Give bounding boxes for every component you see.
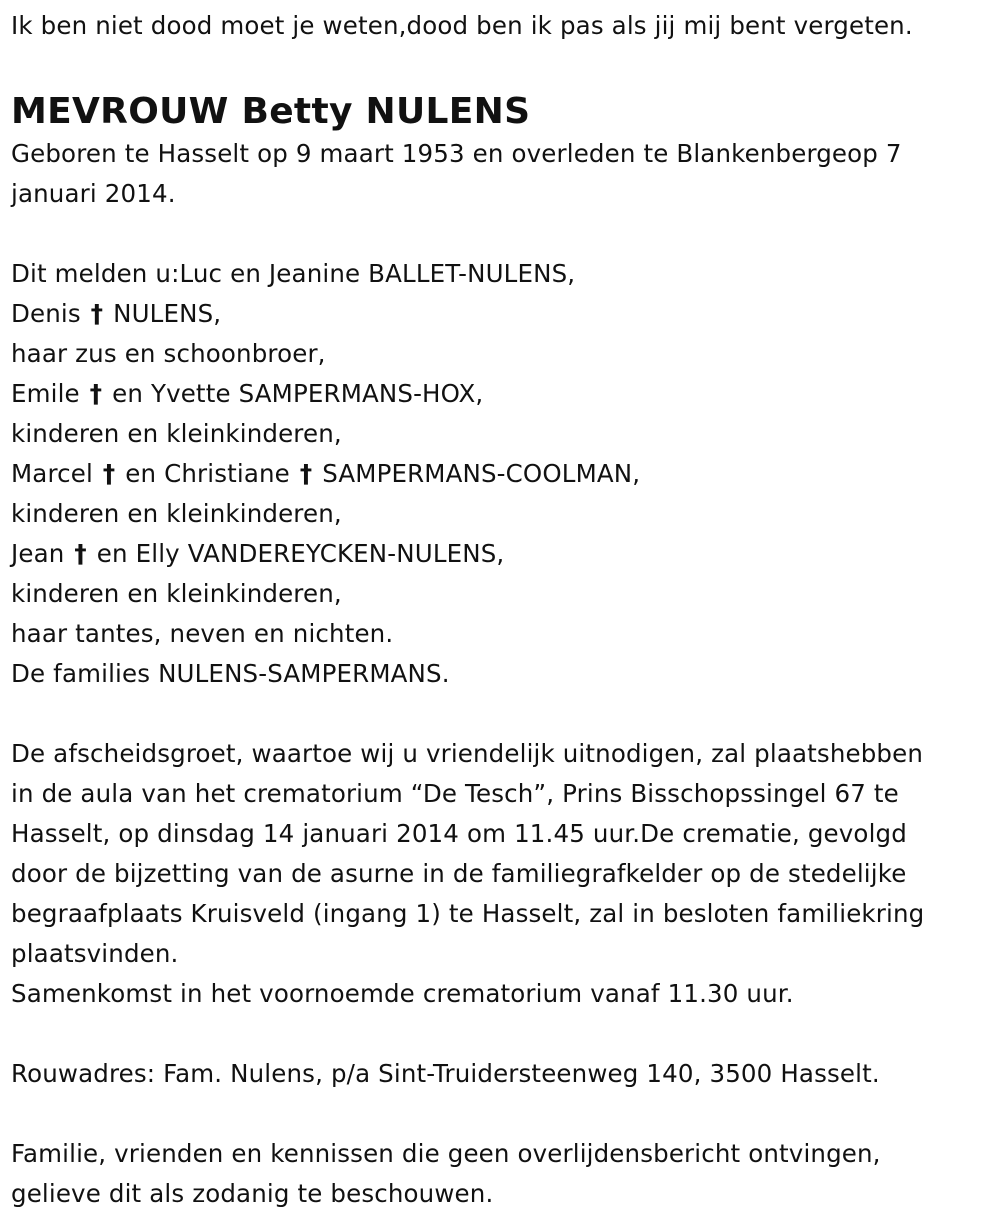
family-line: kinderen en kleinkinderen, <box>11 419 342 448</box>
ceremony-line: Hasselt, op dinsdag 14 januari 2014 om 11.45 uur.De crematie, gevolgd <box>11 819 907 848</box>
family-line: Dit melden u:Luc en Jeanine BALLET-NULENS, <box>11 259 576 288</box>
closing-line: Familie, vrienden en kennissen die geen overlijdensbericht ontvingen, <box>11 1139 881 1168</box>
spacer <box>11 1094 991 1134</box>
family-line <box>11 294 991 334</box>
family-line <box>11 374 991 414</box>
family-name-part: Jean <box>11 539 65 568</box>
spacer <box>11 214 991 254</box>
family-name-part: NULENS, <box>113 299 222 328</box>
family-line: haar zus en schoonbroer, <box>11 339 326 368</box>
cross-icon: † <box>299 459 313 488</box>
birth-line-1: Geboren te Hasselt op 9 maart 1953 en overleden te Blankenbergeop 7 <box>11 139 902 168</box>
family-name-part: en Yvette SAMPERMANS-HOX, <box>112 379 484 408</box>
family-line <box>11 534 991 574</box>
obituary-document <box>11 0 991 1214</box>
family-name-part: Marcel <box>11 459 93 488</box>
spacer <box>11 694 991 734</box>
cross-icon: † <box>102 459 116 488</box>
cross-icon: † <box>89 379 103 408</box>
family-line: kinderen en kleinkinderen, <box>11 499 342 528</box>
family-name-part: Emile <box>11 379 80 408</box>
family-line <box>11 454 991 494</box>
closing-line: gelieve dit als zodanig te beschouwen. <box>11 1179 494 1208</box>
family-line: De families NULENS-SAMPERMANS. <box>11 659 450 688</box>
motto: Ik ben niet dood moet je weten,dood ben ik pas als jij mij bent vergeten. <box>11 11 913 40</box>
family-name-part: en Christiane <box>125 459 290 488</box>
cross-icon: † <box>90 299 104 328</box>
mourning-address: Rouwadres: Fam. Nulens, p/a Sint-Truidersteenweg 140, 3500 Hasselt. <box>11 1059 880 1088</box>
spacer <box>11 1014 991 1054</box>
ceremony-line: De afscheidsgroet, waartoe wij u vriendelijk uitnodigen, zal plaatshebben <box>11 739 924 768</box>
family-name-part: SAMPERMANS-COOLMAN, <box>322 459 641 488</box>
ceremony-line: plaatsvinden. <box>11 939 179 968</box>
ceremony-line: in de aula van het crematorium “De Tesch”, Prins Bisschopssingel 67 te <box>11 779 899 808</box>
cross-icon: † <box>74 539 87 568</box>
family-name-part: Denis <box>11 299 81 328</box>
deceased-name: MEVROUW Betty NULENS <box>11 91 531 132</box>
ceremony-line: begraafplaats Kruisveld (ingang 1) te Hasselt, zal in besloten familiekring <box>11 899 925 928</box>
family-line: haar tantes, neven en nichten. <box>11 619 394 648</box>
ceremony-line: door de bijzetting van de asurne in de familiegrafkelder op de stedelijke <box>11 859 907 888</box>
family-line: kinderen en kleinkinderen, <box>11 579 342 608</box>
ceremony-line: Samenkomst in het voornoemde crematorium vanaf 11.30 uur. <box>11 979 794 1008</box>
birth-line-2: januari 2014. <box>11 179 176 208</box>
family-name-part: en Elly VANDEREYCKEN-NULENS, <box>96 539 505 568</box>
